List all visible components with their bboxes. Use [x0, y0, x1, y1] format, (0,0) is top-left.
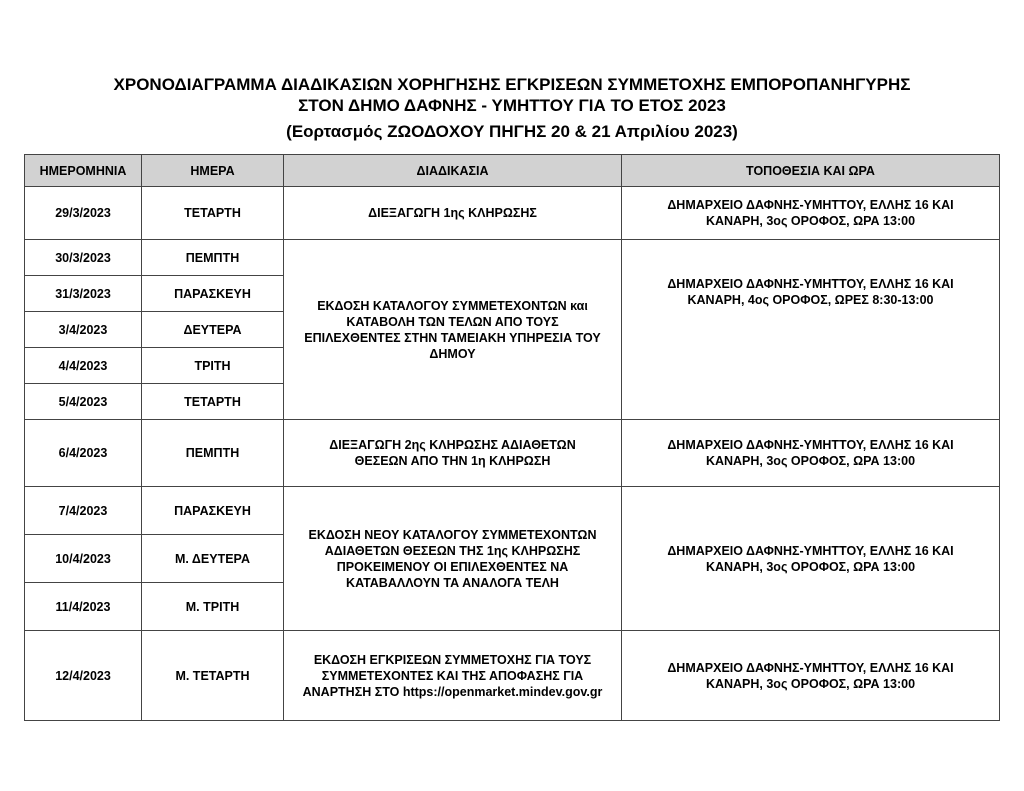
procedure-line: ΕΚΔΟΣΗ ΕΓΚΡΙΣΕΩΝ ΣΥΜΜΕΤΟΧΗΣ ΓΙΑ ΤΟΥΣ — [313, 652, 592, 667]
location-cell — [622, 420, 1000, 487]
date-cell: 30/3/2023 — [25, 240, 142, 276]
location-line: ΔΗΜΑΡΧΕΙΟ ΔΑΦΝΗΣ-ΥΜΗΤΤΟΥ, ΕΛΛΗΣ 16 ΚΑΙ — [667, 438, 954, 452]
procedure-line: ΕΠΙΛΕΧΘΕΝΤΕΣ ΣΤΗΝ ΤΑΜΕΙΑΚΗ ΥΠΗΡΕΣΙΑ ΤΟΥ — [304, 330, 601, 345]
day-cell: ΔΕΥΤΕΡΑ — [142, 312, 284, 348]
procedure-line: ΔΙΕΞΑΓΩΓΗ 2ης ΚΛΗΡΩΣΗΣ ΑΔΙΑΘΕΤΩΝ — [329, 438, 576, 452]
day-cell: ΠΕΜΠΤΗ — [142, 420, 284, 487]
procedure-line: ΕΚΔΟΣΗ ΝΕΟΥ ΚΑΤΑΛΟΓΟΥ ΣΥΜΜΕΤΕΧΟΝΤΩΝ — [308, 527, 597, 542]
location-cell — [622, 487, 1000, 631]
header-procedure: ΔΙΑΔΙΚΑΣΙΑ — [284, 155, 622, 187]
location-line: ΔΗΜΑΡΧΕΙΟ ΔΑΦΝΗΣ-ΥΜΗΤΤΟΥ, ΕΛΛΗΣ 16 ΚΑΙ — [667, 277, 954, 291]
location-cell — [622, 240, 1000, 420]
procedure-line: ΣΥΜΜΕΤΕΧΟΝΤΕΣ ΚΑΙ ΤΗΣ ΑΠΟΦΑΣΗΣ ΓΙΑ — [321, 668, 584, 683]
procedure-line: ΑΝΑΡΤΗΣΗ ΣΤΟ https://openmarket.mindev.gov.gr — [302, 684, 603, 699]
location-line: ΔΗΜΑΡΧΕΙΟ ΔΑΦΝΗΣ-ΥΜΗΤΤΟΥ, ΕΛΛΗΣ 16 ΚΑΙ — [667, 198, 954, 212]
location-line: ΔΗΜΑΡΧΕΙΟ ΔΑΦΝΗΣ-ΥΜΗΤΤΟΥ, ΕΛΛΗΣ 16 ΚΑΙ — [667, 660, 954, 675]
date-cell: 10/4/2023 — [25, 535, 142, 583]
location-line: ΔΗΜΑΡΧΕΙΟ ΔΑΦΝΗΣ-ΥΜΗΤΤΟΥ, ΕΛΛΗΣ 16 ΚΑΙ — [667, 543, 954, 558]
date-cell: 3/4/2023 — [25, 312, 142, 348]
location-line: ΚΑΝΑΡΗ, 3ος ΟΡΟΦΟΣ, ΩΡΑ 13:00 — [705, 559, 916, 574]
table-header-row — [25, 155, 1000, 187]
location-cell — [622, 631, 1000, 721]
location-line: ΚΑΝΑΡΗ, 4ος ΟΡΟΦΟΣ, ΩΡΕΣ 8:30-13:00 — [687, 293, 934, 307]
procedure-line: ΘΕΣΕΩΝ ΑΠΟ ΤΗΝ 1η ΚΛΗΡΩΣΗ — [354, 454, 551, 468]
date-cell: 29/3/2023 — [25, 187, 142, 240]
procedure-line: ΑΔΙΑΘΕΤΩΝ ΘΕΣΕΩΝ ΤΗΣ 1ης ΚΛΗΡΩΣΗΣ — [324, 543, 581, 558]
procedure-cell — [284, 420, 622, 487]
procedure-line: ΚΑΤΑΒΑΛΛΟΥΝ ΤΑ ΑΝΑΛΟΓΑ ΤΕΛΗ — [346, 575, 559, 590]
day-cell: ΤΡΙΤΗ — [142, 348, 284, 384]
schedule-table — [24, 154, 1000, 721]
date-cell: 12/4/2023 — [25, 631, 142, 721]
document-header — [0, 74, 1024, 142]
date-cell: 6/4/2023 — [25, 420, 142, 487]
header-location-time: ΤΟΠΟΘΕΣΙΑ ΚΑΙ ΩΡΑ — [622, 155, 1000, 187]
day-cell: ΠΕΜΠΤΗ — [142, 240, 284, 276]
day-cell: ΠΑΡΑΣΚΕΥΗ — [142, 487, 284, 535]
table-row — [25, 631, 1000, 721]
procedure-line: ΚΑΤΑΒΟΛΗ ΤΩΝ ΤΕΛΩΝ ΑΠΟ ΤΟΥΣ — [346, 314, 559, 329]
procedure-cell — [284, 187, 622, 240]
date-cell: 7/4/2023 — [25, 487, 142, 535]
day-cell: Μ. ΤΕΤΑΡΤΗ — [142, 631, 284, 721]
table-row — [25, 240, 1000, 276]
day-cell: ΠΑΡΑΣΚΕΥΗ — [142, 276, 284, 312]
table-row — [25, 420, 1000, 487]
procedure-line: ΕΚΔΟΣΗ ΚΑΤΑΛΟΓΟΥ ΣΥΜΜΕΤΕΧΟΝΤΩΝ και — [317, 298, 588, 313]
procedure-line: ΔΙΕΞΑΓΩΓΗ 1ης ΚΛΗΡΩΣΗΣ — [368, 206, 537, 220]
day-cell: ΤΕΤΑΡΤΗ — [142, 187, 284, 240]
location-line: ΚΑΝΑΡΗ, 3ος ΟΡΟΦΟΣ, ΩΡΑ 13:00 — [705, 454, 916, 468]
procedure-cell — [284, 487, 622, 631]
header-day: ΗΜΕΡΑ — [142, 155, 284, 187]
document-title-line-1: ΧΡΟΝΟΔΙΑΓΡΑΜΜΑ ΔΙΑΔΙΚΑΣΙΩΝ ΧΟΡΗΓΗΣΗΣ ΕΓΚΡΙΣΕΩΝ ΣΥΜΜΕΤΟΧΗΣ ΕΜΠΟΡΟΠΑΝΗΓΥΡΗΣ — [113, 75, 911, 94]
day-cell: Μ. ΔΕΥΤΕΡΑ — [142, 535, 284, 583]
table-row — [25, 187, 1000, 240]
document-subtitle: (Εορτασμός ΖΩΟΔΟΧΟΥ ΠΗΓΗΣ 20 & 21 Απριλίου 2023) — [286, 122, 738, 141]
procedure-line: ΔΗΜΟΥ — [429, 346, 476, 361]
location-cell — [622, 187, 1000, 240]
table-row — [25, 487, 1000, 535]
procedure-line: ΠΡΟΚΕΙΜΕΝΟΥ ΟΙ ΕΠΙΛΕΧΘΕΝΤΕΣ ΝΑ — [336, 559, 569, 574]
date-cell: 31/3/2023 — [25, 276, 142, 312]
procedure-cell — [284, 240, 622, 420]
header-date: ΗΜΕΡΟΜΗΝΙΑ — [25, 155, 142, 187]
location-line: ΚΑΝΑΡΗ, 3ος ΟΡΟΦΟΣ, ΩΡΑ 13:00 — [705, 214, 916, 228]
document-title-line-2: ΣΤΟΝ ΔΗΜΟ ΔΑΦΝΗΣ - ΥΜΗΤΤΟΥ ΓΙΑ ΤΟ ΕΤΟΣ 2023 — [298, 96, 726, 115]
location-line: ΚΑΝΑΡΗ, 3ος ΟΡΟΦΟΣ, ΩΡΑ 13:00 — [705, 676, 916, 691]
date-cell: 11/4/2023 — [25, 583, 142, 631]
day-cell: Μ. ΤΡΙΤΗ — [142, 583, 284, 631]
procedure-cell — [284, 631, 622, 721]
date-cell: 4/4/2023 — [25, 348, 142, 384]
date-cell: 5/4/2023 — [25, 384, 142, 420]
day-cell: ΤΕΤΑΡΤΗ — [142, 384, 284, 420]
